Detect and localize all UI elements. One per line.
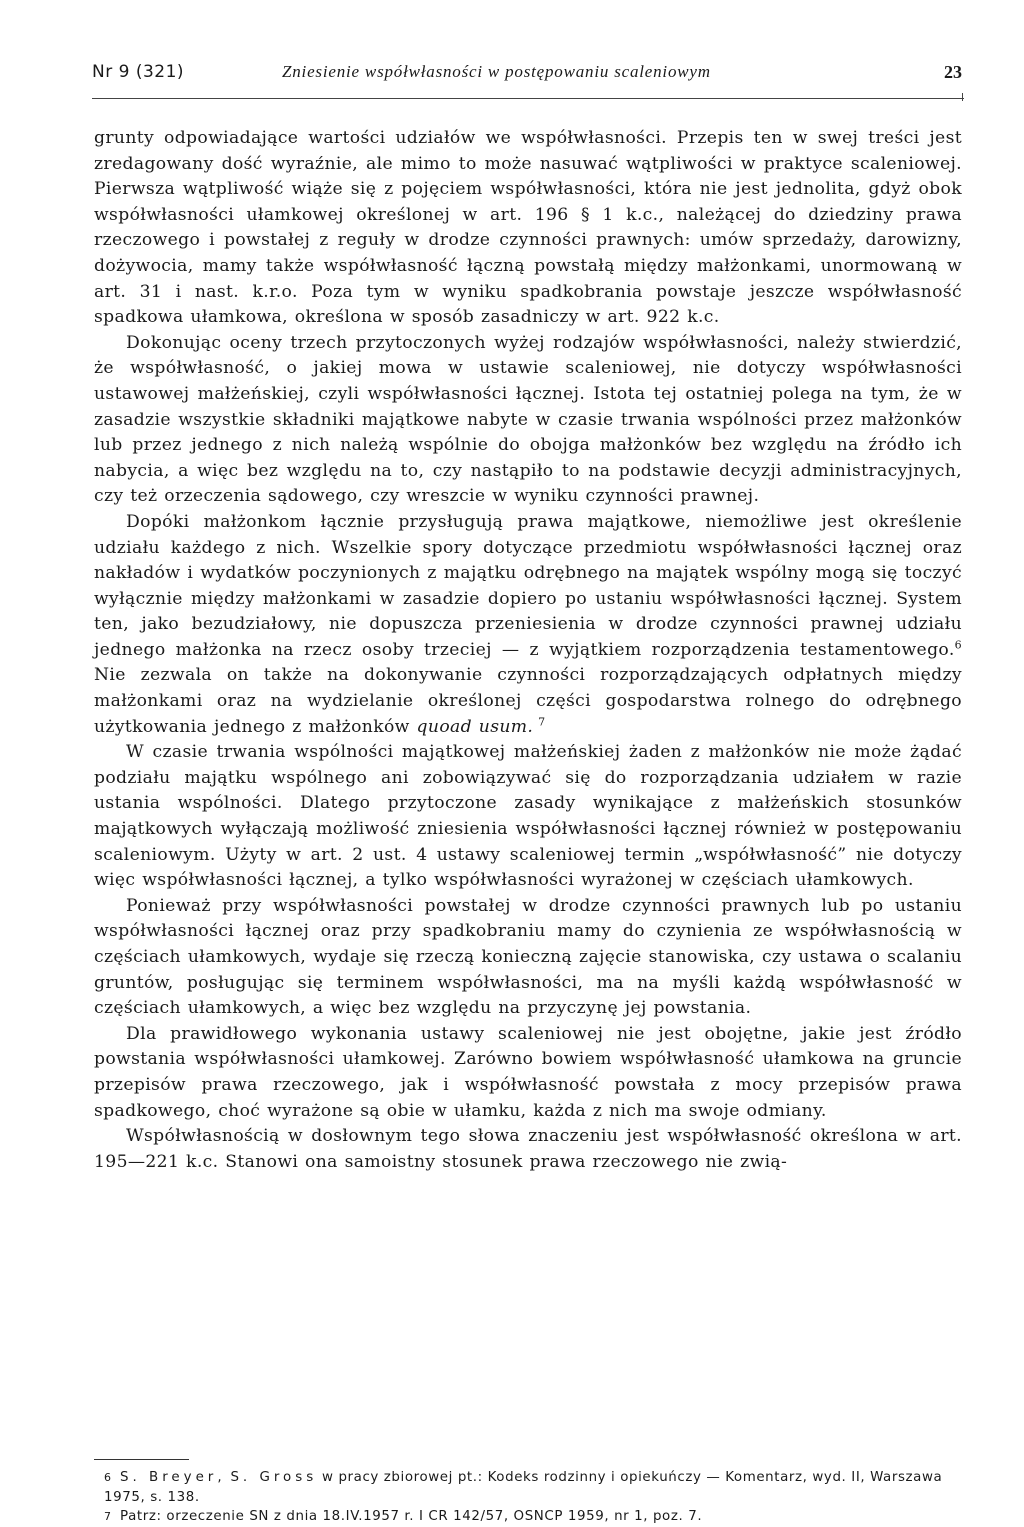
issue-number: Nr 9 (321) — [92, 62, 185, 82]
page-number: 23 — [944, 62, 962, 82]
footnote-ref-6: 6 — [954, 638, 962, 652]
footnotes — [104, 1468, 962, 1527]
paragraph-7: Współwłasnością w dosłownym tego słowa znaczeniu jest współwłasność określona w art. 195—221 k.c. Stanowi ona samoistny stosunek prawa rzeczowego nie zwią- — [94, 1126, 962, 1172]
paragraph-4: W czasie trwania wspólności majątkowej małżeńskiej żaden z małżonków nie może żądać podziału majątku wspólnego ani zobowiązywać się do rozporządzania udziałem w razie ustania wspólności. Dlatego przytoczone zasady wynikające z małżeńskich stosunków majątkowych wyłączają możliwość zniesienia współwłasności łącznej również w postępowaniu scaleniowym. Użyty w art. 2 ust. 4 ustawy scaleniowej termin „współwłasność” nie dotyczy więc współwłasności łącznej, a tylko współwłasności wyrażonej w częściach ułamkowych. — [94, 742, 962, 891]
running-title: Zniesienie współwłasności w postępowaniu scaleniowym — [282, 62, 711, 81]
paragraph-6: Dla prawidłowego wykonania ustawy scaleniowej nie jest obojętne, jakie jest źródło powstania współwłasności ułamkowej. Zarówno bowiem współwłasność ułamkowa na gruncie przepisów prawa rzeczowego, jak i współwłasność powstała z mocy przepisów prawa spadkowego, choć wyrażone są obie w ułamku, każda z nich ma swoje odmiany. — [94, 1023, 962, 1121]
paragraph-3-text: Dopóki małżonkom łącznie przysługują prawa majątkowe, niemożliwe jest określenie udziału każdego z nich. Wszelkie spory dotyczące przedmiotu współwłasności łącznej oraz nakładów i wydatków poczynionych z majątku odrębnego na majątek wspólny mogą się toczyć wyłącznie między małżonkami w zasadzie dopiero po ustaniu współwłasności łącznej. System ten, jako bezudziałowy, nie dopuszcza przeniesienia w drodze czynności prawnej udziału jednego małżonka na rzecz osoby trzeciej — z wyjątkiem rozporządzenia testamentowego. — [94, 511, 962, 660]
header-rule — [92, 98, 964, 99]
body-text — [94, 126, 962, 1175]
footnote-text: w pracy zbiorowej pt.: Kodeks rodzinny i opiekuńczy — Komentarz, wyd. II, Warszawa 1975, s. 138. — [104, 1470, 943, 1505]
paragraph-3 — [94, 510, 962, 740]
header-rule-end — [962, 93, 963, 101]
footnote-7 — [104, 1507, 962, 1527]
footnote-number: 6 — [104, 1471, 112, 1484]
footnote-ref-7: 7 — [533, 714, 546, 728]
footnote-author: S. Gross — [230, 1470, 318, 1485]
latin-phrase: quoad usum. — [416, 716, 534, 737]
paragraph-1: grunty odpowiadające wartości udziałów we współwłasności. Przepis ten w swej treści jest zredagowany dość wyraźnie, ale mimo to może nasuwać wątpliwości w praktyce scaleniowej. Pierwsza wątpliwość wiąże się z pojęciem współwłasności, która nie jest jednolita, gdyż obok współwłasności ułamkowej określonej w art. 196 § 1 k.c., należącej do dziedziny prawa rzeczowego i powstałej z reguły w drodze czynności prawnych: umów sprzedaży, darowizny, dożywocia, mamy także współwłasność łączną powstałą między małżonkami, unormowaną w art. 31 i nast. k.r.o. Poza tym w wyniku spadkobrania powstaje jeszcze współwłasność spadkowa ułamkowa, określona w sposób zasadniczy w art. 922 k.c. — [94, 128, 962, 328]
paragraph-2: Dokonując oceny trzech przytoczonych wyżej rodzajów współwłasności, należy stwierdzić, że współwłasność, o jakiej mowa w ustawie scaleniowej, nie dotyczy współwłasności ustawowej małżeńskiej, czyli współwłasności łącznej. Istota tej ostatniej polega na tym, że w zasadzie wszystkie składniki majątkowe nabyte w czasie trwania wspólności przez małżonków lub przez jednego z nich należą wspólnie do obojga małżonków bez względu na źródło ich nabycia, a więc bez względu na to, czy nastąpiło to na podstawie decyzji administracyjnych, czy też orzeczenia sądowego, czy wreszcie w wyniku czynności prawnej. — [94, 332, 962, 507]
running-header — [92, 62, 962, 92]
footnote-6 — [104, 1468, 962, 1507]
footnote-number: 7 — [104, 1510, 112, 1523]
footnote-text: Patrz: orzeczenie SN z dnia 18.IV.1957 r. I CR 142/57, OSNCP 1959, nr 1, poz. 7. — [120, 1509, 703, 1524]
paragraph-3-text-after: Nie zezwala on także na dokonywanie czynności rozporządzających odpłatnych między małżonkami oraz na wydzielanie określonej części gospodarstwa rolnego do odrębnego użytkowania jednego z małżonków — [94, 665, 962, 737]
footnote-author: S. Breyer, — [120, 1470, 226, 1485]
footnote-rule — [94, 1459, 189, 1460]
paragraph-5: Ponieważ przy współwłasności powstałej w drodze czynności prawnych lub po ustaniu współwłasności łącznej oraz przy spadkobraniu mamy do czynienia ze współwłasnością w częściach ułamkowych, wydaje się rzeczą konieczną zajęcie stanowiska, czy ustawa o scalaniu gruntów, posługując się terminem współwłasności, ma na myśli każdą współwłasność w częściach ułamkowych, a więc bez względu na przyczynę jej powstania. — [94, 895, 962, 1019]
